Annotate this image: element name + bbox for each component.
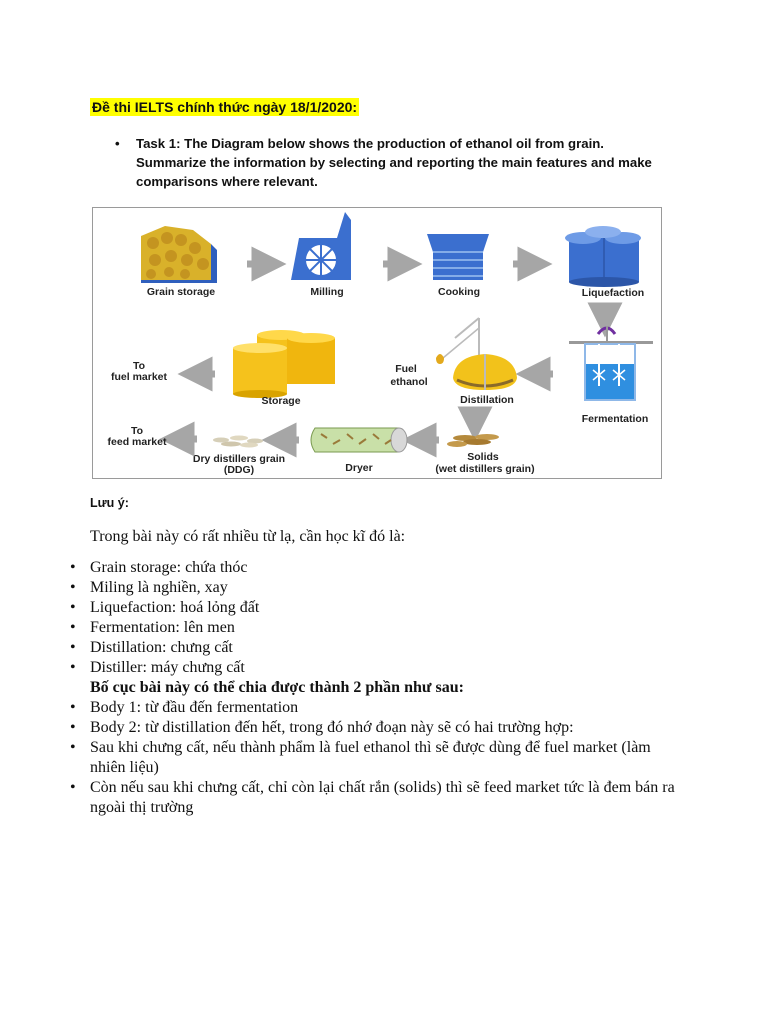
bullet: • bbox=[70, 599, 76, 616]
liquefaction-icon bbox=[565, 226, 641, 287]
label-grain-storage: Grain storage bbox=[146, 286, 216, 298]
list-item bbox=[70, 738, 690, 778]
label-cooking: Cooking bbox=[438, 286, 480, 298]
vocab-item: Distiller: máy chưng cất bbox=[90, 659, 245, 676]
structure-item: Body 2: từ distillation đến hết, trong đó nhớ đoạn này sẽ có hai trường hợp: bbox=[90, 719, 574, 736]
note-label: Lưu ý: bbox=[90, 496, 129, 510]
fermentation-icon bbox=[569, 326, 653, 400]
list-item bbox=[70, 658, 690, 678]
task-1-item bbox=[115, 134, 655, 191]
label-milling: Milling bbox=[310, 286, 344, 298]
label-feed-market: feed market bbox=[107, 436, 167, 448]
label-storage: Storage bbox=[261, 395, 301, 407]
bullet: • bbox=[70, 579, 76, 596]
exam-heading: Đề thi IELTS chính thức ngày 18/1/2020: bbox=[92, 99, 358, 115]
label-fuel-market: fuel market bbox=[110, 371, 168, 383]
list-item bbox=[70, 718, 690, 738]
list-item bbox=[70, 618, 690, 638]
bullet: • bbox=[70, 739, 76, 756]
bullet: • bbox=[70, 779, 76, 796]
label-ddg-abbrev: (DDG) bbox=[223, 464, 255, 476]
bullet: • bbox=[70, 659, 76, 676]
list-item bbox=[70, 578, 690, 598]
intro-text: Trong bài này có rất nhiều từ lạ, cần học kĩ đó là: bbox=[90, 528, 406, 545]
list-item bbox=[70, 638, 690, 658]
bullet-list bbox=[70, 558, 690, 818]
label-solids: Solids bbox=[467, 451, 499, 463]
ddg-icon bbox=[213, 436, 263, 448]
bullet: • bbox=[70, 639, 76, 656]
vocab-item: Liquefaction: hoá lỏng đất bbox=[90, 599, 260, 616]
grain-storage-icon bbox=[141, 226, 217, 283]
bullet: • bbox=[115, 136, 120, 151]
ethanol-process-diagram bbox=[92, 207, 662, 479]
label-ddg: Dry distillers grain bbox=[192, 453, 286, 465]
layout-heading: Bố cục bài này có thể chia được thành 2 phần như sau: bbox=[90, 679, 464, 696]
label-ethanol: ethanol bbox=[390, 376, 428, 388]
structure-item: Còn nếu sau khi chưng cất, chỉ còn lại chất rắn (solids) thì sẽ feed market tức là đem bán ra ngoài thị trường bbox=[90, 779, 675, 816]
structure-item: Sau khi chưng cất, nếu thành phẩm là fuel ethanol thì sẽ được dùng để fuel market (làm nhiên liệu) bbox=[90, 739, 651, 776]
label-to-2: To bbox=[130, 425, 144, 437]
vocab-item: Fermentation: lên men bbox=[90, 619, 235, 636]
bullet: • bbox=[70, 559, 76, 576]
structure-item: Body 1: từ đầu đến fermentation bbox=[90, 699, 299, 716]
vocab-item: Distillation: chưng cất bbox=[90, 639, 233, 656]
layout-heading-row bbox=[70, 678, 690, 698]
label-wet-distillers-grain: (wet distillers grain) bbox=[435, 463, 535, 475]
solids-icon bbox=[447, 434, 499, 447]
label-fermentation: Fermentation bbox=[581, 413, 649, 425]
label-dryer: Dryer bbox=[345, 462, 373, 474]
milling-icon bbox=[291, 212, 351, 280]
list-item bbox=[70, 558, 690, 578]
vocab-item: Grain storage: chứa thóc bbox=[90, 559, 248, 576]
bullet: • bbox=[70, 699, 76, 716]
label-distillation: Distillation bbox=[460, 394, 514, 406]
list-item bbox=[70, 598, 690, 618]
label-liquefaction: Liquefaction bbox=[581, 287, 645, 299]
list-item bbox=[70, 698, 690, 718]
storage-tanks-icon bbox=[233, 330, 335, 398]
task-1-text: Task 1: The Diagram below shows the production of ethanol oil from grain. Summarize the information by selecting and reporting the main features and make comparisons where relevant. bbox=[136, 136, 652, 189]
vocab-item: Miling là nghiền, xay bbox=[90, 579, 228, 596]
bullet: • bbox=[70, 719, 76, 736]
list-item bbox=[70, 778, 690, 818]
dryer-icon bbox=[311, 428, 407, 452]
distillation-icon bbox=[436, 318, 517, 390]
diagram-canvas bbox=[93, 208, 661, 478]
bullet: • bbox=[70, 619, 76, 636]
label-fuel: Fuel bbox=[395, 363, 417, 375]
label-to-1: To bbox=[132, 360, 146, 372]
cooking-icon bbox=[427, 234, 489, 280]
